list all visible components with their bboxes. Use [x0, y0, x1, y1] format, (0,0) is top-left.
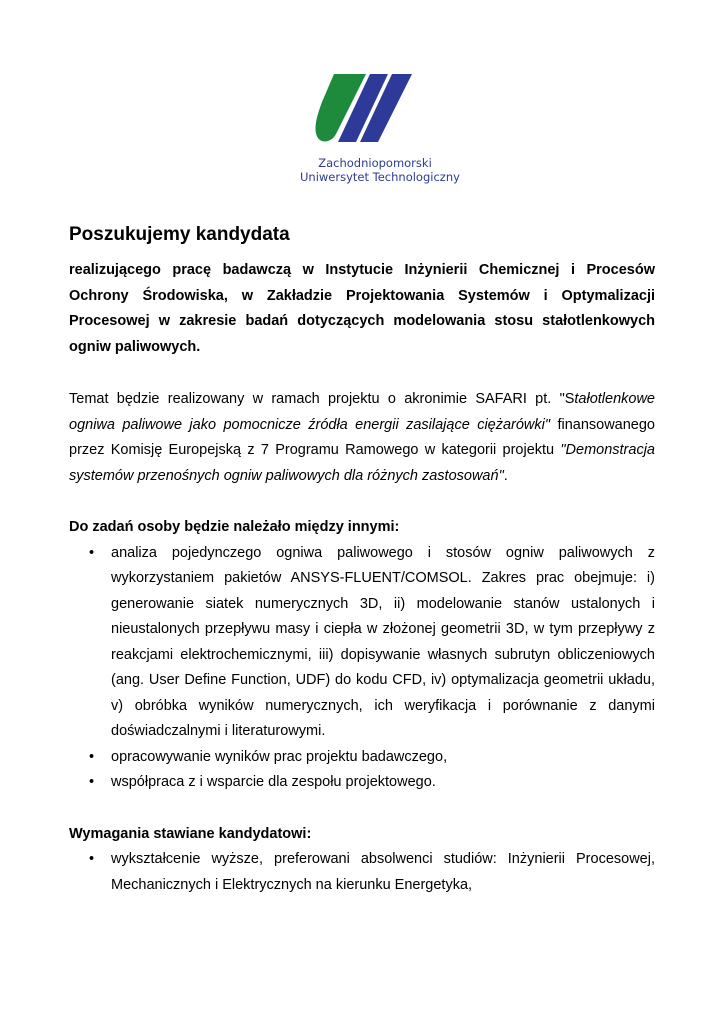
university-name: [300, 156, 460, 184]
university-emblem-icon: [312, 72, 412, 142]
topic-text-3: .: [503, 467, 508, 484]
tasks-list: [69, 541, 655, 796]
list-item: • analiza pojedynczego ogniwa paliwowego i stosów ogniw paliwowych z wykorzystaniem pakietów ANSYS-FLUENT/COMSOL. Zakres prac obejmuje: i) generowanie siatek numerycznych 3D, ii) modelowanie stanów ustalonych i nieustalonych przepływu masy i ciepła w złożonej geometrii 3D, w tym przepływy z reakcjami elektrochemicznymi, iii) dopisywanie własnych subrutyn obliczeniowych (ang. User Define Function, UDF) do kodu CFD, iv) optymalizacja geometrii układu, v) obróbka wyników numerycznych, ich weryfikacja i porównanie z danymi doświadczalnymi i literaturowymi.: [69, 541, 655, 745]
project-category: "Demonstracja systemów przenośnych ogniw paliwowych dla różnych zastosowań": [69, 442, 655, 484]
topic-text-2: finansowanego przez Komisję Europejską z 7 Programu Ramowego w kategorii projektu: [69, 416, 655, 458]
project-title: tałotlenkowe ogniwa paliwowe jako pomocnicze źródła energii zasilające ciężarówki": [69, 391, 655, 433]
topic-text-1: Temat będzie realizowany w ramach projektu o akronimie SAFARI pt. "S: [69, 391, 575, 407]
topic-paragraph: [69, 387, 655, 489]
document-body: [69, 222, 655, 898]
university-name-line2: Uniwersytet Technologiczny: [300, 170, 460, 184]
lead-paragraph: realizującego pracę badawczą w Instytucie Inżynierii Chemicznej i Procesów Ochrony Środowiska, w Zakładzie Projektowania Systemów i Optymalizacji Procesowej w zakresie badań dotyczących modelowania stosu stałotlenkowych ogniw paliwowych.: [69, 262, 655, 355]
university-logo: [300, 72, 460, 192]
requirements-heading: Wymagania stawiane kandydatowi:: [69, 825, 312, 842]
list-item: • wykształcenie wyższe, preferowani absolwenci studiów: Inżynierii Procesowej, Mechanicznych i Elektrycznych na kierunku Energetyka,: [69, 847, 655, 898]
university-name-line1: Zachodniopomorski: [318, 156, 432, 170]
list-item: • opracowywanie wyników prac projektu badawczego,: [69, 745, 655, 771]
tasks-heading: Do zadań osoby będzie należało między innymi:: [69, 519, 400, 535]
list-item: • współpraca z i wsparcie dla zespołu projektowego.: [69, 770, 655, 796]
requirements-list: [69, 847, 655, 898]
page-title: Poszukujemy kandydata: [69, 224, 290, 245]
